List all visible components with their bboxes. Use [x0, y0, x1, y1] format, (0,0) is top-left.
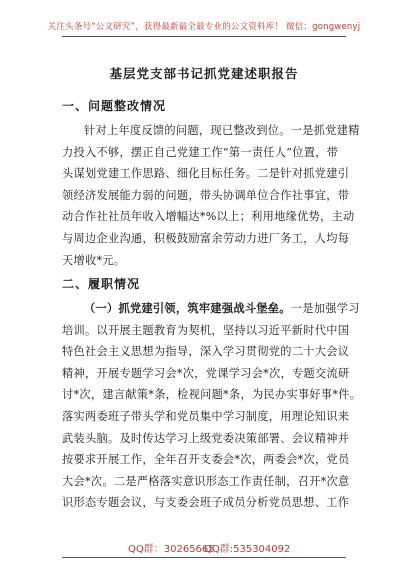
paragraph-line: 一是加强学习: [290, 302, 360, 315]
subheading: （一）抓党建引领，筑牢建强战斗堡垒。: [84, 301, 291, 315]
qq-group-2: QQ群:535304092: [204, 544, 291, 555]
paragraph-line: 特色社会主义思想为指导，深入学习贯彻党的二十大会议: [62, 345, 350, 359]
paragraph-line: 培训。以开展主题教育为契机，坚持以习近平新时代中国: [62, 323, 350, 337]
section-2-paragraph: [62, 298, 362, 514]
paragraph-line: 大会*次。二是严格落实意识形态工作责任制，召开*次意: [62, 474, 350, 488]
paragraph-line: 与周边企业沟通，积极鼓励富余劳动力进厂务工，人均每: [62, 231, 350, 245]
paragraph-line: 落实两委班子带头学和党员集中学习制度，用理论知识来: [62, 409, 350, 423]
paragraph-line: 武装头脑。及时传达学习上级党委决策部署、会议精神并: [62, 431, 350, 445]
document-title: 基层党支部书记抓党建述职报告: [109, 66, 299, 81]
paragraph-line: 动合作社社员年收入增幅达*%以上；利用地缘优势，主动: [62, 210, 355, 224]
section-heading-1: 一、问题整改情况: [62, 99, 167, 113]
bottom-rule: [62, 557, 346, 558]
paragraph-line-lead: [62, 298, 360, 320]
paragraph-line: 头谋划党建工作思路、细化目标任务。二是针对抓党建引: [62, 167, 350, 181]
paragraph-line: 精神，开展专题学习会*次，党课学习会*次，专题交流研: [62, 366, 350, 380]
top-rule: [62, 36, 346, 37]
section-heading-2: 二、履职情况: [62, 277, 141, 291]
paragraph-line: 领经济发展能力弱的问题，带头协调单位合作社事宜，带: [62, 188, 350, 202]
paragraph-line: 针对上年度反馈的问题，现已整改到位。一是抓党建精: [84, 124, 360, 137]
top-banner: 关注头条号“公文研究”，获得最新最全最专业的公文资料库！ 微信：gongwenyj: [47, 22, 361, 32]
section-1-paragraph: [62, 120, 360, 271]
paragraph-line: 力投入不够，摆正自己党建工作“第一责任人”位置，带: [62, 145, 339, 159]
qq-group-1: QQ群：30265665: [128, 544, 215, 555]
paragraph-line: 识形态专题会议，与支委会班子成员分析党员思想、工作: [62, 496, 350, 510]
paragraph-line: 天增收*元。: [62, 253, 126, 267]
paragraph-line: 按要求开展工作，全年召开支委会*次，两委会*次，党员: [62, 453, 350, 467]
paragraph-line: 讨*次，建言献策*条，检视问题*条，为民办实事好事*件。: [62, 388, 362, 402]
